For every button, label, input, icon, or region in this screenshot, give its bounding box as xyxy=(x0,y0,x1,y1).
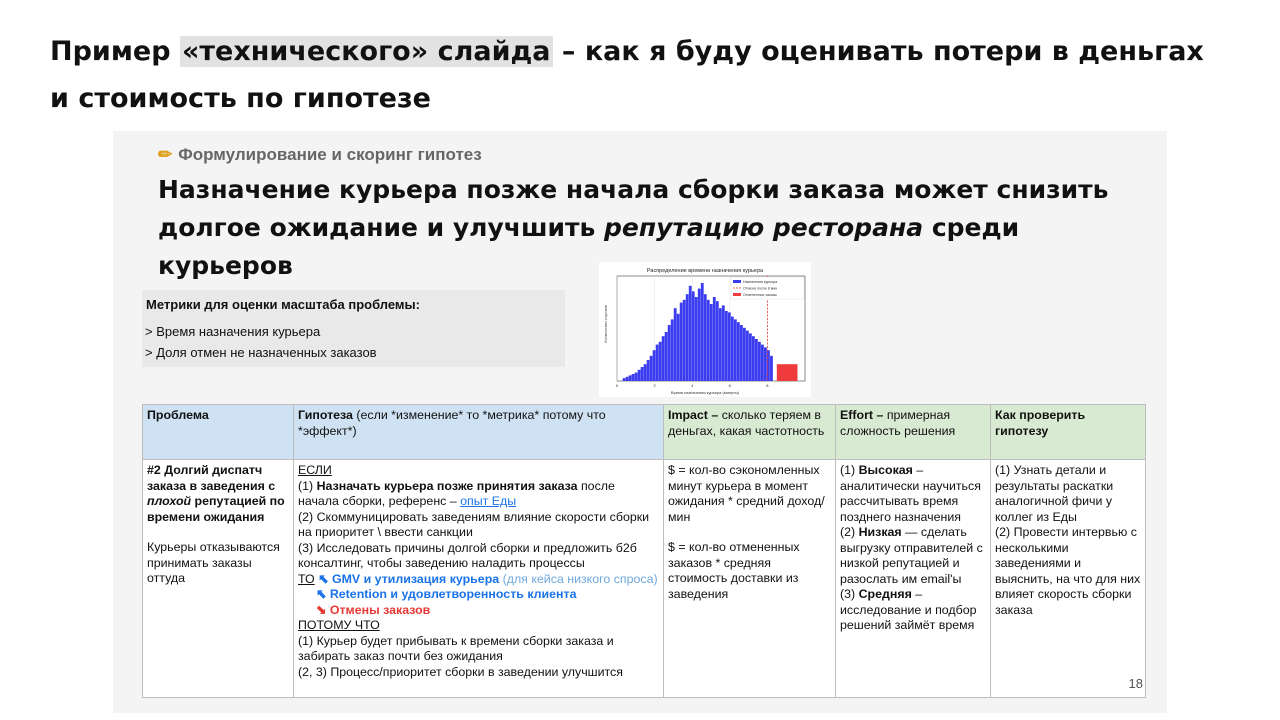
chart-title: Распределение времени назначения курьера xyxy=(646,268,764,274)
metric-item: > Время назначения курьера xyxy=(145,324,321,339)
hypothesis-then-line xyxy=(298,572,659,588)
chart-bar xyxy=(686,294,689,381)
chart-bar xyxy=(671,319,674,381)
chart-bar xyxy=(704,294,707,381)
chart-svg xyxy=(599,262,811,397)
chart-ylabel: Количество случаев xyxy=(603,305,608,343)
header-problem xyxy=(143,405,294,460)
chart-bar xyxy=(662,336,665,381)
chart-xlabel: Время назначения курьера (минуты) xyxy=(670,390,740,395)
chart-bar xyxy=(680,303,683,381)
chart-legend-swatch xyxy=(733,293,741,296)
effort-2-prefix: (2) xyxy=(840,525,859,539)
chart-bar xyxy=(677,314,680,381)
chart-bar xyxy=(638,370,641,381)
chart-x-tick: 2 xyxy=(653,383,656,388)
chart-legend-label: Отмененные заказы xyxy=(743,293,777,297)
header-impact xyxy=(664,405,836,460)
check-step-1: (1) Узнать детали и результаты раскатки аналогичной фичи у коллег из Еды xyxy=(995,463,1114,524)
hypothesis-l1-rest: после начала сборки, референс – xyxy=(298,478,615,508)
table-row xyxy=(143,460,1146,698)
spacer xyxy=(668,525,831,540)
metric-item: > Доля отмен не назначенных заказов xyxy=(145,345,377,360)
effort-3-prefix: (3) xyxy=(840,587,859,601)
chart-bar xyxy=(689,286,692,381)
slide-title-text-end: среди курьеров xyxy=(158,213,1020,280)
effort-3-text: – исследование и подбор решений займёт время xyxy=(840,587,977,632)
impact-formula-1: $ = кол-во сэкономленных минут курьера в момент ожидания * средний доход/мин xyxy=(668,463,825,524)
chart-bar xyxy=(728,312,731,381)
metric-cancellations: Отмены заказов xyxy=(329,602,431,617)
chart-x-tick: 4 xyxy=(691,383,694,388)
problem-title-italic: плохой xyxy=(147,494,192,508)
effort-2-level: Низкая xyxy=(858,525,902,539)
chart-bar xyxy=(659,342,662,381)
metrics-title: Метрики для оценки масштаба проблемы: xyxy=(146,297,420,312)
chart-bar xyxy=(758,342,761,381)
chart-bar xyxy=(665,332,668,381)
spacer xyxy=(147,525,289,540)
chart-bar xyxy=(641,367,644,381)
chart-bar xyxy=(740,325,743,381)
chart-x-tick: 8 xyxy=(766,383,769,388)
slide-title-italic: репутацию ресторана xyxy=(604,213,924,242)
check-step-2: (2) Провести интервью с несколькими заведениями и выяснить, на что для них влияет скорость сборки заказа xyxy=(995,525,1141,617)
header-effort-text: примерная сложность решения xyxy=(840,408,956,438)
chart-bar xyxy=(752,336,755,381)
chart-legend-label: Отмена после 8 мин xyxy=(743,286,778,291)
page-number: 18 xyxy=(1128,676,1143,691)
chart-bar xyxy=(650,356,653,381)
metric-cancellations-line xyxy=(298,603,659,619)
cell-problem xyxy=(143,460,294,698)
chart-bar xyxy=(764,347,767,381)
header-impact-text: сколько теряем в деньгах, какая частотность xyxy=(668,408,825,438)
cell-hypothesis xyxy=(294,460,664,698)
chart-bar xyxy=(683,300,686,381)
chart-bar xyxy=(692,291,695,381)
chart-legend-label: Назначения курьера xyxy=(743,280,778,284)
header-effort-bold: Effort – xyxy=(840,408,884,422)
chart-bar xyxy=(734,319,737,381)
chart-bar xyxy=(746,331,749,381)
chart-bar xyxy=(710,304,713,381)
hypothesis-if: ЕСЛИ xyxy=(298,463,332,477)
chart-ticks xyxy=(616,383,769,388)
chart-bar-cancelled xyxy=(777,364,798,381)
metric-gmv-note: (для кейса низкого спроса) xyxy=(499,571,658,586)
hypothesis-because: ПОТОМУ ЧТО xyxy=(298,618,380,632)
chart-bar xyxy=(761,345,764,381)
header-check-text: Как проверить гипотезу xyxy=(995,408,1086,438)
chart-bar xyxy=(656,345,659,381)
chart-bar xyxy=(635,373,638,381)
cell-effort xyxy=(836,460,991,698)
chart-bar xyxy=(698,289,701,381)
effort-item-3 xyxy=(840,587,986,634)
chart-bar xyxy=(629,375,632,381)
header-problem-text: Проблема xyxy=(147,408,209,422)
histogram-chart xyxy=(599,262,811,397)
effort-3-level: Средняя xyxy=(858,587,912,601)
chart-bar xyxy=(623,378,626,381)
chart-bar xyxy=(749,333,752,381)
problem-title-part2: репутацией по времени ожидания xyxy=(147,494,285,524)
problem-title-part1: #2 Долгий диспатч заказа в заведения с xyxy=(147,463,276,493)
header-check xyxy=(991,405,1146,460)
metric-retention-line xyxy=(298,587,659,603)
metric-gmv: GMV и утилизация курьера xyxy=(331,571,500,586)
chart-legend-swatch xyxy=(733,280,741,283)
eda-experience-link[interactable]: опыт Еды xyxy=(460,494,517,508)
chart-bar xyxy=(647,360,650,381)
chart-bar xyxy=(626,377,629,381)
hypothesis-table xyxy=(142,404,1146,698)
effort-item-1 xyxy=(840,463,986,525)
effort-item-2 xyxy=(840,525,986,587)
heading-highlight: «технического» слайда xyxy=(181,36,551,67)
header-effort xyxy=(836,405,991,460)
chart-bar xyxy=(716,301,719,381)
slide xyxy=(113,131,1167,713)
section-label-text: Формулирование и скоринг гипотез xyxy=(178,145,482,164)
effort-1-prefix: (1) xyxy=(840,463,859,477)
chart-bar xyxy=(701,283,704,381)
header-impact-bold: Impact – xyxy=(668,408,719,422)
hypothesis-l1-bold: Назначать курьера позже принятия заказа xyxy=(316,478,578,493)
chart-bar xyxy=(770,356,773,381)
effort-2-text: — сделать выгрузку отправителей с низкой репутацией и разослать им email'ы xyxy=(840,525,983,586)
cell-check xyxy=(991,460,1146,698)
problem-title xyxy=(147,463,285,524)
chart-bar xyxy=(722,305,725,381)
slide-title-text: Назначение курьера позже начала сборки заказа может снизить долгое ожидание и улучшить xyxy=(158,175,1109,242)
chart-bar xyxy=(725,311,728,381)
chart-x-tick: 0 xyxy=(615,383,619,388)
chart-legend xyxy=(731,277,804,299)
effort-1-text: – аналитически научиться рассчитывать время позднего назначения xyxy=(840,463,981,524)
metric-retention: Retention и удовлетворенность клиента xyxy=(329,587,577,601)
arrow-up-icon: ⬉ xyxy=(318,571,329,586)
chart-bar xyxy=(644,364,647,381)
chart-bar xyxy=(719,308,722,381)
chart-bar xyxy=(743,328,746,381)
chart-bar xyxy=(632,374,635,381)
chart-bar xyxy=(668,325,671,381)
chart-bar xyxy=(674,308,677,381)
hypothesis-because-2: (2, 3) Процесс/приоритет сборки в заведении улучшится xyxy=(298,664,623,679)
chart-bar xyxy=(653,350,656,381)
section-label xyxy=(158,145,482,165)
header-hypothesis xyxy=(294,405,664,460)
impact-formula-2: $ = кол-во отмененных заказов * средняя стоимость доставки из заведения xyxy=(668,540,800,601)
chart-bar xyxy=(755,339,758,381)
chart-bar xyxy=(707,300,710,381)
problem-note: Курьеры отказываются принимать заказы оттуда xyxy=(147,540,280,585)
hypothesis-line-2: (2) Скоммуницировать заведениям влияние скорости сборки на приоритет \ ввести санкции xyxy=(298,509,650,539)
heading-text-rest: – как я буду оценивать потери в деньгах и стоимость по гипотезе xyxy=(50,36,1204,114)
hypothesis-line-1 xyxy=(298,479,659,510)
header-hypothesis-bold: Гипотеза xyxy=(298,408,353,422)
chart-bar xyxy=(731,317,734,381)
cell-impact xyxy=(664,460,836,698)
chart-bar xyxy=(713,297,716,381)
heading-text: Пример xyxy=(50,36,180,67)
hypothesis-then: ТО xyxy=(298,571,315,586)
table-header-row xyxy=(143,405,1146,460)
hypothesis-l1-prefix: (1) xyxy=(298,478,317,493)
chart-bar xyxy=(737,322,740,381)
metrics-box xyxy=(142,290,565,367)
hypothesis-line-3: (3) Исследовать причины долгой сборки и предложить б2б консалтинг, чтобы заведению наладить процессы xyxy=(298,540,637,570)
header-hypothesis-text: (если *изменение* то *метрика* потому что *эффект*) xyxy=(298,408,606,438)
arrow-down-icon: ⬊ xyxy=(316,602,327,617)
pencil-icon: ✏ xyxy=(158,145,173,164)
chart-bar xyxy=(695,297,698,381)
hypothesis-because-1: (1) Курьер будет прибывать к времени сборки заказа и забирать заказ почти без ожидания xyxy=(298,633,614,663)
chart-x-tick: 6 xyxy=(728,383,731,388)
page-heading xyxy=(50,28,1230,122)
effort-1-level: Высокая xyxy=(858,463,913,477)
arrow-up-icon: ⬉ xyxy=(316,587,327,601)
